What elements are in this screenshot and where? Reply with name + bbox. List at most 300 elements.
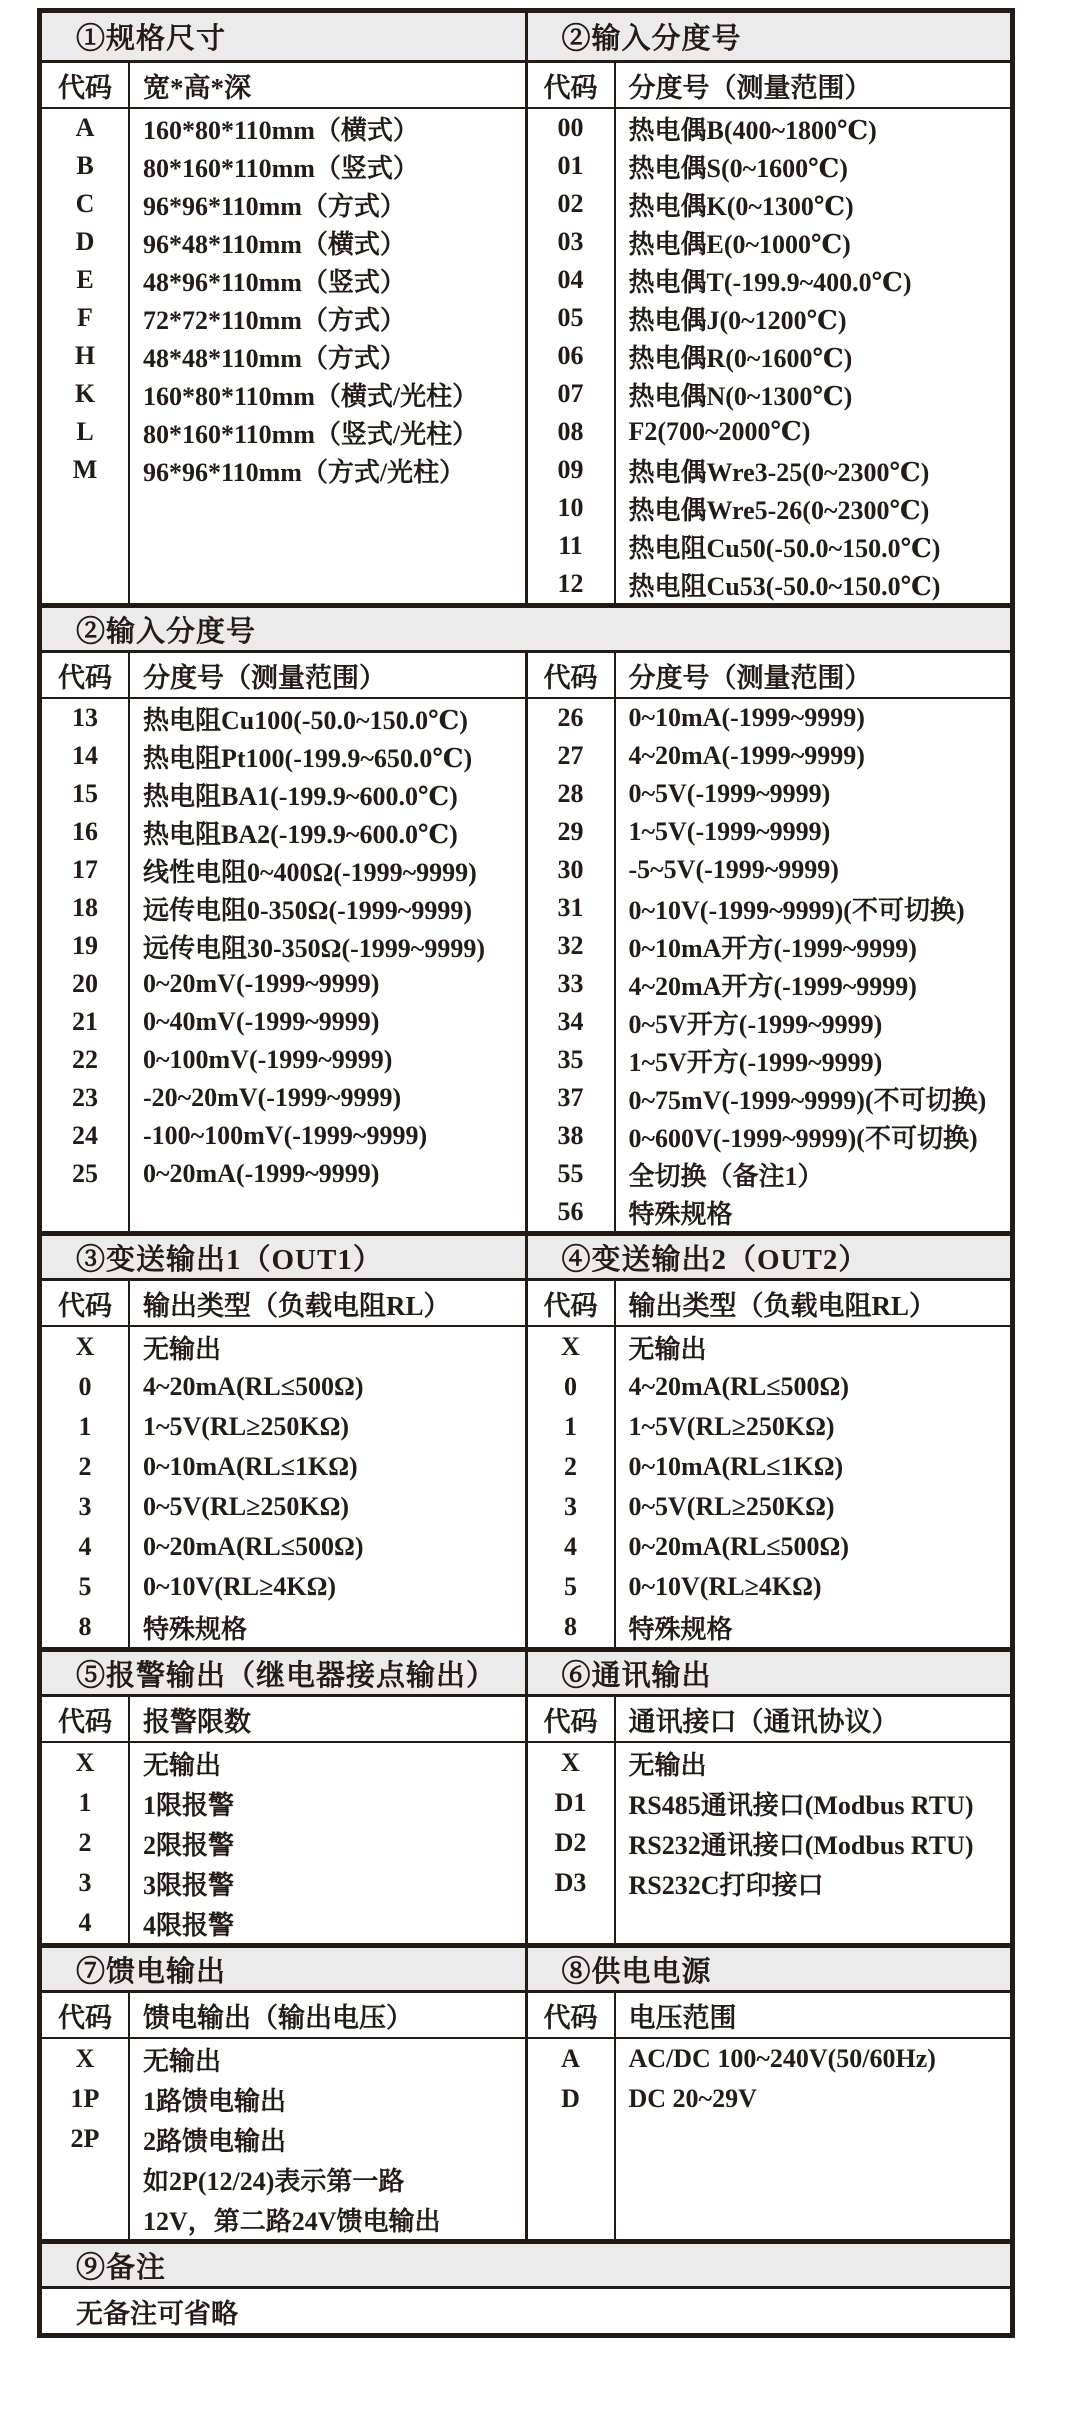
filler-code: [528, 2119, 616, 2239]
code-cell: 3: [528, 1487, 616, 1527]
code-cell: 06: [528, 337, 616, 375]
table-row: [42, 261, 525, 299]
desc-cell: 线性电阻0~400Ω(-1999~9999): [143, 857, 477, 887]
desc-cell: 1~5V开方(-1999~9999): [628, 1047, 883, 1077]
table-half: [42, 109, 525, 603]
code-cell: F: [42, 299, 130, 337]
table-row: [42, 813, 525, 851]
table-half: [42, 1743, 525, 1943]
column-header-desc: 分度号（测量范围）: [628, 72, 872, 103]
code-cell: A: [42, 109, 130, 147]
desc-cell: F2(700~2000℃): [628, 417, 811, 446]
code-cell: 25: [42, 1155, 130, 1193]
note-row: [42, 2289, 1010, 2333]
code-cell: 2: [42, 1447, 130, 1487]
code-cell: 11: [528, 527, 616, 565]
column-header-band: [42, 63, 1010, 109]
desc-cell: 热电阻Cu100(-50.0~150.0℃): [143, 705, 468, 735]
table-row: [42, 1903, 525, 1943]
table-row: [42, 337, 525, 375]
table-row: [528, 1407, 1011, 1447]
desc-cell: 2限报警: [143, 1830, 235, 1860]
code-cell: 5: [528, 1567, 616, 1607]
code-cell: 5: [42, 1567, 130, 1607]
table-row: [528, 1487, 1011, 1527]
table-row: [42, 375, 525, 413]
desc-cell: 无输出: [628, 1750, 707, 1780]
code-cell: D: [528, 2079, 616, 2119]
code-cell: H: [42, 337, 130, 375]
desc-cell: 12V，第二路24V馈电输出: [143, 2206, 441, 2236]
filler-desc: [616, 2119, 1011, 2239]
code-cell: [42, 2159, 130, 2199]
table-row: [42, 451, 525, 489]
desc-cell: 80*160*110mm（竖式）: [143, 153, 419, 183]
desc-cell: 热电阻BA1(-199.9~600.0℃): [143, 781, 458, 811]
code-cell: X: [528, 1327, 616, 1367]
section-title: ⑧供电电源: [525, 1948, 1011, 1990]
desc-cell: 160*80*110mm（横式/光柱）: [143, 381, 479, 411]
desc-cell: 热电偶R(0~1600℃): [628, 343, 853, 373]
filler-row: [42, 489, 525, 603]
table-row: [528, 299, 1011, 337]
code-cell: 1: [528, 1407, 616, 1447]
column-header-band: [42, 1281, 1010, 1327]
desc-cell: 3限报警: [143, 1870, 235, 1900]
desc-cell: 0~5V(-1999~9999): [628, 779, 831, 808]
code-cell: 1P: [42, 2079, 130, 2119]
table-row: [42, 2119, 525, 2159]
table-rows-band: [42, 2039, 1010, 2239]
desc-cell: -5~5V(-1999~9999): [628, 855, 839, 884]
code-cell: 23: [42, 1079, 130, 1117]
code-cell: 56: [528, 1193, 616, 1231]
code-cell: A: [528, 2039, 616, 2079]
table-rows-band: [42, 109, 1010, 603]
table-half: [42, 2039, 525, 2239]
table-row: [528, 851, 1011, 889]
code-cell: 4: [528, 1527, 616, 1567]
desc-cell: 1限报警: [143, 1790, 235, 1820]
code-cell: 35: [528, 1041, 616, 1079]
filler-row: [528, 2119, 1011, 2239]
desc-cell: 2路馈电输出: [143, 2126, 287, 2156]
code-cell: 10: [528, 489, 616, 527]
desc-cell: 热电偶E(0~1000℃): [628, 229, 851, 259]
table-row: [42, 1367, 525, 1407]
code-cell: M: [42, 451, 130, 489]
code-cell: [42, 2199, 130, 2239]
code-cell: 05: [528, 299, 616, 337]
desc-cell: AC/DC 100~240V(50/60Hz): [628, 2044, 936, 2073]
section-title-band: [42, 13, 1010, 63]
table-row: [42, 2159, 525, 2199]
code-cell: 08: [528, 413, 616, 451]
table-row: [42, 2039, 525, 2079]
table-half: [525, 1327, 1011, 1647]
table-row: [42, 1863, 525, 1903]
column-header-code: 代码: [528, 1281, 616, 1325]
table-half: [525, 2039, 1011, 2239]
table-row: [528, 261, 1011, 299]
desc-cell: 0~75mV(-1999~9999)(不可切换): [628, 1085, 987, 1115]
code-cell: 04: [528, 261, 616, 299]
table-half: [42, 699, 525, 1231]
filler-row: [528, 1903, 1011, 1943]
table-row: [528, 1193, 1011, 1231]
table-row: [42, 109, 525, 147]
desc-cell: 热电偶J(0~1200℃): [628, 305, 847, 335]
desc-cell: 96*96*110mm（方式/光柱）: [143, 457, 466, 487]
desc-cell: 热电偶T(-199.9~400.0℃): [628, 267, 912, 297]
table-row: [42, 1327, 525, 1367]
table-row: [42, 737, 525, 775]
desc-cell: 远传电阻0-350Ω(-1999~9999): [143, 895, 472, 925]
table-half: [42, 1327, 525, 1647]
desc-cell: RS232C打印接口: [628, 1870, 824, 1900]
table-row: [528, 565, 1011, 603]
code-cell: 17: [42, 851, 130, 889]
code-cell: X: [528, 1743, 616, 1783]
desc-cell: 48*96*110mm（竖式）: [143, 267, 406, 297]
table-row: [42, 1041, 525, 1079]
filler-code: [528, 1903, 616, 1943]
table-row: [42, 2199, 525, 2239]
desc-cell: 0~40mV(-1999~9999): [143, 1007, 380, 1036]
code-cell: 8: [42, 1607, 130, 1647]
section-title: ⑨备注: [76, 2251, 167, 2284]
desc-cell: 热电阻Cu50(-50.0~150.0℃): [628, 533, 941, 563]
table-row: [42, 965, 525, 1003]
table-row: [42, 1003, 525, 1041]
spec-selection-table: [37, 8, 1015, 2338]
code-cell: D2: [528, 1823, 616, 1863]
code-cell: 16: [42, 813, 130, 851]
section-title: ⑥通讯输出: [525, 1652, 1011, 1694]
column-header-code: 代码: [42, 653, 130, 697]
column-header-desc: 通讯接口（通讯协议）: [628, 1706, 899, 1737]
table-row: [528, 1327, 1011, 1367]
desc-cell: 96*48*110mm（横式）: [143, 229, 406, 259]
code-cell: 12: [528, 565, 616, 603]
desc-cell: 0~10V(-1999~9999)(不可切换): [628, 895, 965, 925]
code-cell: 33: [528, 965, 616, 1003]
table-row: [528, 1003, 1011, 1041]
table-row: [42, 1155, 525, 1193]
code-cell: 2: [42, 1823, 130, 1863]
code-cell: 27: [528, 737, 616, 775]
desc-cell: 无输出: [143, 2046, 222, 2076]
code-cell: E: [42, 261, 130, 299]
desc-cell: 160*80*110mm（横式）: [143, 115, 419, 145]
code-cell: X: [42, 2039, 130, 2079]
desc-cell: 全切换（备注1）: [628, 1161, 824, 1191]
code-cell: 26: [528, 699, 616, 737]
desc-cell: -20~20mV(-1999~9999): [143, 1083, 402, 1112]
section-title: ④变送输出2（OUT2）: [525, 1236, 1011, 1278]
table-row: [528, 1447, 1011, 1487]
column-header-code: 代码: [42, 1993, 130, 2037]
table-row: [528, 965, 1011, 1003]
section-title-band: [42, 2239, 1010, 2289]
table-row: [42, 413, 525, 451]
table-half-header: [525, 1993, 1011, 2037]
table-row: [42, 775, 525, 813]
desc-cell: 1~5V(-1999~9999): [628, 817, 831, 846]
table-row: [528, 775, 1011, 813]
table-row: [528, 223, 1011, 261]
code-cell: 07: [528, 375, 616, 413]
desc-cell: 远传电阻30-350Ω(-1999~9999): [143, 933, 485, 963]
table-row: [528, 1155, 1011, 1193]
table-row: [42, 1527, 525, 1567]
desc-cell: 0~20mA(RL≤500Ω): [143, 1532, 364, 1561]
table-row: [528, 813, 1011, 851]
section-title-band: [42, 1647, 1010, 1697]
desc-cell: 0~10V(RL≥4KΩ): [628, 1572, 822, 1601]
table-half-header: [525, 1697, 1011, 1741]
column-header-code: 代码: [528, 1697, 616, 1741]
code-cell: 19: [42, 927, 130, 965]
code-cell: D: [42, 223, 130, 261]
table-row: [528, 451, 1011, 489]
code-cell: 01: [528, 147, 616, 185]
desc-cell: 热电阻BA2(-199.9~600.0℃): [143, 819, 458, 849]
table-row: [528, 1079, 1011, 1117]
table-row: [42, 1487, 525, 1527]
code-cell: 29: [528, 813, 616, 851]
table-row: [528, 1783, 1011, 1823]
desc-cell: 热电阻Pt100(-199.9~650.0℃): [143, 743, 473, 773]
code-cell: 30: [528, 851, 616, 889]
column-header-desc: 输出类型（负载电阻RL）: [143, 1290, 451, 1321]
table-row: [528, 699, 1011, 737]
filler-desc: [130, 489, 525, 603]
section-title: ①规格尺寸: [76, 23, 227, 55]
table-rows-band: [42, 1743, 1010, 1943]
desc-cell: 0~20mA(RL≤500Ω): [628, 1532, 849, 1561]
code-cell: 8: [528, 1607, 616, 1647]
desc-cell: 无输出: [143, 1334, 222, 1364]
table-rows-band: [42, 1327, 1010, 1647]
code-cell: 15: [42, 775, 130, 813]
table-row: [528, 413, 1011, 451]
desc-cell: 72*72*110mm（方式）: [143, 305, 406, 335]
table-row: [528, 489, 1011, 527]
table-row: [528, 527, 1011, 565]
code-cell: D1: [528, 1783, 616, 1823]
code-cell: B: [42, 147, 130, 185]
section-title: ②输入分度号: [525, 13, 1011, 60]
code-cell: 18: [42, 889, 130, 927]
code-cell: 31: [528, 889, 616, 927]
table-row: [528, 1117, 1011, 1155]
table-row: [528, 109, 1011, 147]
code-cell: 03: [528, 223, 616, 261]
filler-desc: [130, 1193, 525, 1231]
table-row: [528, 1863, 1011, 1903]
column-header-desc: 输出类型（负载电阻RL）: [628, 1290, 937, 1321]
desc-cell: 1~5V(RL≥250KΩ): [628, 1412, 835, 1441]
desc-cell: 热电偶N(0~1300℃): [628, 381, 853, 411]
desc-cell: 0~5V(RL≥250KΩ): [143, 1492, 350, 1521]
code-cell: 13: [42, 699, 130, 737]
desc-cell: 特殊规格: [143, 1614, 248, 1644]
desc-cell: 80*160*110mm（竖式/光柱）: [143, 419, 479, 449]
code-cell: 55: [528, 1155, 616, 1193]
desc-cell: 0~5V(RL≥250KΩ): [628, 1492, 835, 1521]
code-cell: 3: [42, 1487, 130, 1527]
desc-cell: 48*48*110mm（方式）: [143, 343, 406, 373]
table-half-header: [42, 653, 525, 697]
column-header-code: 代码: [528, 653, 616, 697]
filler-desc: [616, 1903, 1011, 1943]
desc-cell: 1路馈电输出: [143, 2086, 287, 2116]
desc-cell: 4限报警: [143, 1910, 235, 1940]
desc-cell: 0~100mV(-1999~9999): [143, 1045, 393, 1074]
desc-cell: DC 20~29V: [628, 2084, 757, 2113]
code-cell: K: [42, 375, 130, 413]
table-row: [42, 1567, 525, 1607]
table-row: [42, 185, 525, 223]
table-row: [528, 1607, 1011, 1647]
table-row: [528, 1743, 1011, 1783]
column-header-code: 代码: [42, 1697, 130, 1741]
table-row: [528, 2079, 1011, 2119]
table-row: [528, 337, 1011, 375]
table-row: [42, 147, 525, 185]
column-header-code: 代码: [528, 1993, 616, 2037]
desc-cell: 热电偶K(0~1300℃): [628, 191, 854, 221]
desc-cell: 热电偶B(400~1800℃): [628, 115, 877, 145]
code-cell: 34: [528, 1003, 616, 1041]
code-cell: 02: [528, 185, 616, 223]
code-cell: 4: [42, 1903, 130, 1943]
code-cell: 38: [528, 1117, 616, 1155]
table-row: [42, 1407, 525, 1447]
desc-cell: 0~600V(-1999~9999)(不可切换): [628, 1123, 978, 1153]
table-row: [42, 1823, 525, 1863]
code-cell: L: [42, 413, 130, 451]
column-header-desc: 电压范围: [628, 2002, 737, 2033]
code-cell: 22: [42, 1041, 130, 1079]
table-row: [528, 1823, 1011, 1863]
desc-cell: 96*96*110mm（方式）: [143, 191, 406, 221]
code-cell: 14: [42, 737, 130, 775]
table-row: [528, 737, 1011, 775]
desc-cell: 特殊规格: [628, 1614, 733, 1644]
desc-cell: 0~20mA(-1999~9999): [143, 1159, 380, 1188]
table-half-header: [525, 63, 1011, 107]
desc-cell: 4~20mA开方(-1999~9999): [628, 971, 917, 1001]
desc-cell: 无输出: [628, 1334, 707, 1364]
code-cell: 00: [528, 109, 616, 147]
desc-cell: 0~10V(RL≥4KΩ): [143, 1572, 337, 1601]
table-row: [528, 1567, 1011, 1607]
desc-cell: RS485通讯接口(Modbus RTU): [628, 1790, 974, 1820]
table-half: [525, 109, 1011, 603]
table-row: [528, 927, 1011, 965]
desc-cell: 0~10mA开方(-1999~9999): [628, 933, 917, 963]
table-row: [42, 223, 525, 261]
section-title: ⑦馈电输出: [76, 1955, 227, 1988]
code-cell: 2: [528, 1447, 616, 1487]
desc-cell: 0~5V开方(-1999~9999): [628, 1009, 883, 1039]
table-row: [42, 851, 525, 889]
desc-cell: 热电偶Wre3-25(0~2300℃): [628, 457, 930, 487]
column-header-code: 代码: [42, 63, 130, 107]
code-cell: 32: [528, 927, 616, 965]
desc-cell: 0~20mV(-1999~9999): [143, 969, 380, 998]
table-row: [528, 1367, 1011, 1407]
table-row: [528, 889, 1011, 927]
filler-code: [42, 489, 130, 603]
table-half-header: [42, 1697, 525, 1741]
section-title: ⑤报警输出（继电器接点输出）: [76, 1659, 497, 1692]
code-cell: 24: [42, 1117, 130, 1155]
code-cell: 28: [528, 775, 616, 813]
desc-cell: 0~10mA(RL≤1KΩ): [143, 1452, 358, 1481]
desc-cell: 热电偶S(0~1600℃): [628, 153, 848, 183]
table-row: [42, 1447, 525, 1487]
code-cell: 0: [42, 1367, 130, 1407]
table-row: [42, 1117, 525, 1155]
table-half: [525, 1743, 1011, 1943]
table-row: [528, 1527, 1011, 1567]
code-cell: 21: [42, 1003, 130, 1041]
table-row: [42, 299, 525, 337]
table-row: [42, 1079, 525, 1117]
filler-code: [42, 1193, 130, 1231]
column-header-desc: 宽*高*深: [143, 72, 251, 103]
desc-cell: 如2P(12/24)表示第一路: [143, 2166, 405, 2196]
code-cell: 3: [42, 1863, 130, 1903]
desc-cell: 1~5V(RL≥250KΩ): [143, 1412, 350, 1441]
table-row: [42, 699, 525, 737]
desc-cell: 热电阻Cu53(-50.0~150.0℃): [628, 571, 941, 601]
desc-cell: 无输出: [143, 1750, 222, 1780]
table-half-header: [42, 63, 525, 107]
column-header-desc: 分度号（测量范围）: [143, 662, 386, 693]
table-row: [42, 1743, 525, 1783]
code-cell: X: [42, 1327, 130, 1367]
code-cell: X: [42, 1743, 130, 1783]
section-title-band: [42, 1231, 1010, 1281]
code-cell: 37: [528, 1079, 616, 1117]
section-title-band: [42, 1943, 1010, 1993]
table-row: [42, 927, 525, 965]
code-cell: 1: [42, 1783, 130, 1823]
section-title: ③变送输出1（OUT1）: [76, 1243, 383, 1276]
desc-cell: 热电偶Wre5-26(0~2300℃): [628, 495, 930, 525]
table-half-header: [525, 653, 1011, 697]
desc-cell: 0~10mA(RL≤1KΩ): [628, 1452, 844, 1481]
filler-row: [42, 1193, 525, 1231]
code-cell: C: [42, 185, 130, 223]
table-row: [42, 889, 525, 927]
table-half-header: [42, 1281, 525, 1325]
table-row: [528, 185, 1011, 223]
desc-cell: 4~20mA(-1999~9999): [628, 741, 865, 770]
code-cell: 1: [42, 1407, 130, 1447]
code-cell: 0: [528, 1367, 616, 1407]
table-half-header: [525, 1281, 1011, 1325]
column-header-desc: 报警限数: [143, 1706, 251, 1737]
column-header-desc: 馈电输出（输出电压）: [143, 2002, 413, 2033]
column-header-band: [42, 653, 1010, 699]
table-rows-band: [42, 699, 1010, 1231]
column-header-band: [42, 1993, 1010, 2039]
